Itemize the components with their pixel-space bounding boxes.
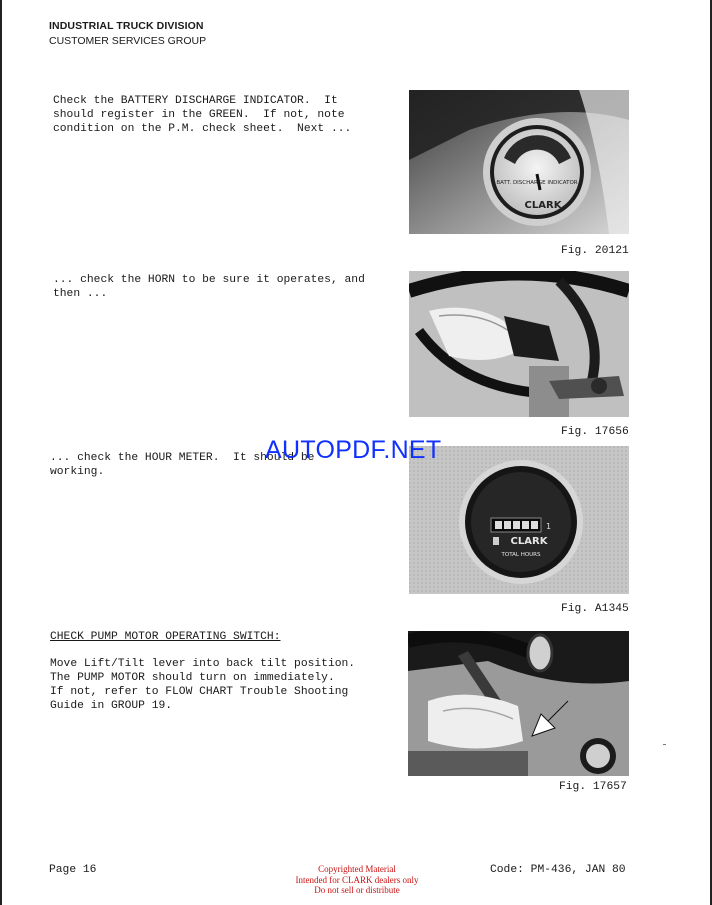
text-line: The PUMP MOTOR should turn on immediately. xyxy=(50,672,335,684)
document-code: Code: PM-436, JAN 80 xyxy=(490,864,626,876)
meter-brand: CLARK xyxy=(510,536,548,547)
figure-caption: Fig. 17656 xyxy=(561,426,629,438)
text-line: should register in the GREEN. If not, note xyxy=(53,109,345,121)
text-line: then ... xyxy=(53,288,108,300)
copyright-line: Do not sell or distribute xyxy=(314,885,400,895)
scan-mark xyxy=(663,744,666,745)
section-1-text xyxy=(53,94,351,136)
text-line: Guide in GROUP 19. xyxy=(50,700,173,712)
text-line: ... check the HOUR METER. It should be xyxy=(50,452,315,464)
figure-battery-gauge-photo xyxy=(409,90,629,234)
page-border-left xyxy=(0,0,2,905)
figure-pump-switch-photo xyxy=(408,631,629,776)
figure-caption: Fig. A1345 xyxy=(561,603,629,615)
copyright-notice xyxy=(290,864,424,896)
figure-caption: Fig. 17657 xyxy=(559,781,627,793)
copyright-line: Intended for CLARK dealers only xyxy=(295,874,419,885)
text-line: ... check the HORN to be sure it operates, and xyxy=(53,274,365,286)
figure-caption: Fig. 20121 xyxy=(561,245,629,257)
header-division: INDUSTRIAL TRUCK DIVISION xyxy=(49,20,204,32)
section-4-heading: CHECK PUMP MOTOR OPERATING SWITCH: xyxy=(50,631,281,643)
header-group: CUSTOMER SERVICES GROUP xyxy=(49,35,207,47)
figure-hour-meter-photo xyxy=(409,446,629,594)
figure-horn-photo xyxy=(409,271,629,417)
text-line: Check the BATTERY DISCHARGE INDICATOR. It xyxy=(53,95,338,107)
svg-text:1: 1 xyxy=(546,522,552,531)
watermark: AUTOPDF.NET xyxy=(265,436,442,464)
section-4-text xyxy=(50,657,355,713)
gauge-brand: CLARK xyxy=(524,200,562,211)
text-line: Move Lift/Tilt lever into back tilt position. xyxy=(50,658,356,670)
page-number: Page 16 xyxy=(49,864,97,876)
text-line: working. xyxy=(50,466,105,478)
meter-label: TOTAL HOURS xyxy=(501,552,541,558)
copyright-line: Copyrighted Material xyxy=(318,864,396,874)
text-line: condition on the P.M. check sheet. Next ... xyxy=(53,123,352,135)
text-line: If not, refer to FLOW CHART Trouble Shooting xyxy=(50,686,349,698)
section-2-text xyxy=(53,273,365,301)
gauge-label: BATT. DISCHARGE INDICATOR xyxy=(496,180,578,186)
